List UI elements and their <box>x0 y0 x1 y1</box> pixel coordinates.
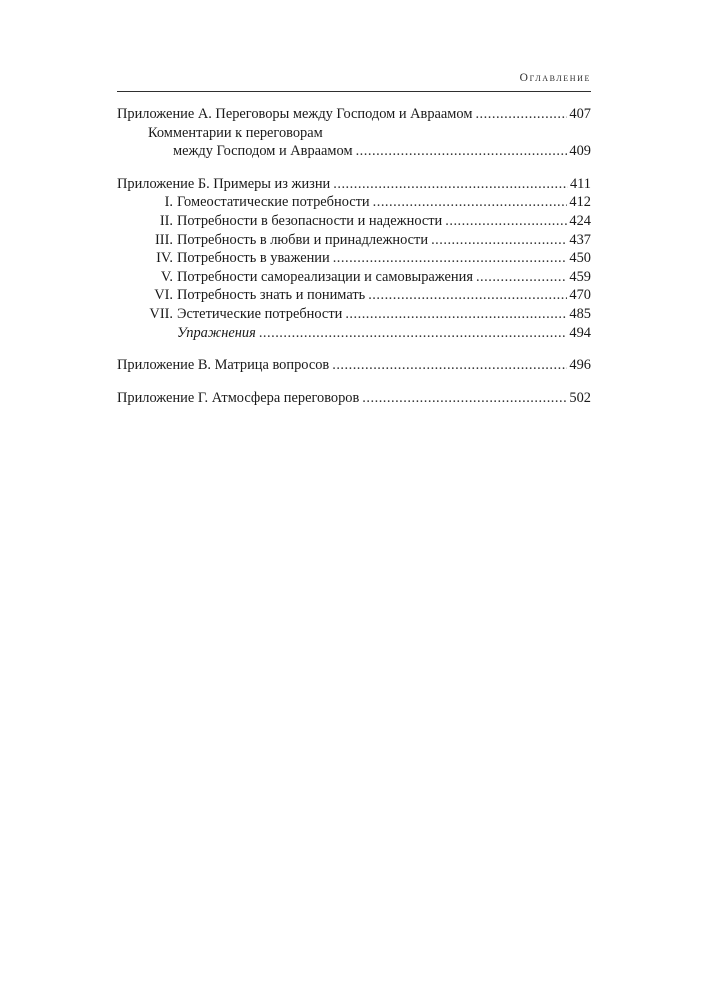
header-rule <box>117 91 591 92</box>
roman-numeral: I. <box>164 194 173 211</box>
roman-numeral: VII. <box>149 305 173 322</box>
toc-page-number: 470 <box>569 287 591 304</box>
toc-page-number: 450 <box>569 250 591 267</box>
toc-page-number: 409 <box>569 143 591 160</box>
toc-entry-appendix-g[interactable] <box>117 389 591 408</box>
toc-entry-appendix-b[interactable] <box>117 175 591 194</box>
toc-entry-title: Эстетические потребности <box>177 305 343 322</box>
leader-dots <box>362 389 567 408</box>
toc-page-number: 424 <box>569 212 591 229</box>
toc-entry-title: Комментарии к переговорам <box>148 124 323 141</box>
toc-entry-title: Приложение Г. Атмосфера переговоров <box>117 389 360 406</box>
toc-page-number: 485 <box>569 305 591 322</box>
toc-entry-title: Приложение Б. Примеры из жизни <box>117 175 331 192</box>
leader-dots <box>333 249 568 268</box>
section-gap <box>117 375 591 389</box>
leader-dots <box>356 142 568 161</box>
toc-page-number: 502 <box>569 389 591 406</box>
toc-entry-commentary-line1 <box>117 124 591 143</box>
toc-entry-title: Гомеостатические потребности <box>177 194 370 211</box>
leader-dots <box>333 175 568 194</box>
roman-numeral: IV. <box>156 250 173 267</box>
toc-subentry[interactable] <box>117 231 591 250</box>
toc-entry-title: Потребность знать и понимать <box>177 287 366 304</box>
roman-numeral: VI. <box>154 287 173 304</box>
toc-entry-title: Потребности в безопасности и надежности <box>177 212 443 229</box>
toc-subentry[interactable] <box>117 305 591 324</box>
toc-entry-appendix-a[interactable] <box>117 105 591 124</box>
toc-entry-title: Потребность в уважении <box>177 250 330 267</box>
toc-entry-title: между Господом и Авраамом <box>173 143 353 160</box>
toc-subentry-exercises[interactable] <box>117 324 591 343</box>
roman-numeral: II. <box>159 212 173 229</box>
leader-dots <box>476 268 567 287</box>
roman-numeral: III. <box>155 231 173 248</box>
leader-dots <box>345 305 567 324</box>
toc-entry-title: Потребность в любви и принадлежности <box>177 231 429 248</box>
toc-subentry[interactable] <box>117 286 591 305</box>
roman-numeral: V. <box>160 268 173 285</box>
toc-page-number: 412 <box>569 194 591 211</box>
toc-subentry[interactable] <box>117 249 591 268</box>
toc-entry-title: Потребности самореализации и самовыражения <box>177 268 473 285</box>
section-gap <box>117 342 591 356</box>
section-gap <box>117 161 591 175</box>
toc-entry-title: Приложение В. Матрица вопросов <box>117 357 330 374</box>
toc-subentry[interactable] <box>117 193 591 212</box>
toc-page-number: 459 <box>569 268 591 285</box>
leader-dots <box>368 286 567 305</box>
toc-page-number: 411 <box>569 175 591 192</box>
leader-dots <box>431 231 567 250</box>
toc-subentry[interactable] <box>117 268 591 287</box>
toc-entry-appendix-v[interactable] <box>117 356 591 375</box>
leader-dots <box>475 105 567 124</box>
leader-dots <box>373 193 568 212</box>
running-head: Оглавление <box>519 72 591 84</box>
toc-page-number: 496 <box>569 357 591 374</box>
toc-entry-commentary[interactable] <box>117 142 591 161</box>
leader-dots <box>445 212 567 231</box>
leader-dots <box>332 356 567 375</box>
table-of-contents <box>117 105 591 407</box>
toc-entry-title: Упражнения <box>177 324 256 341</box>
toc-subentry[interactable] <box>117 212 591 231</box>
toc-page-number: 494 <box>569 324 591 341</box>
toc-page-number: 407 <box>569 106 591 122</box>
leader-dots <box>259 324 568 343</box>
toc-page-number: 437 <box>569 231 591 248</box>
toc-entry-title: Приложение А. Переговоры между Господом и Авраамом <box>117 106 473 122</box>
